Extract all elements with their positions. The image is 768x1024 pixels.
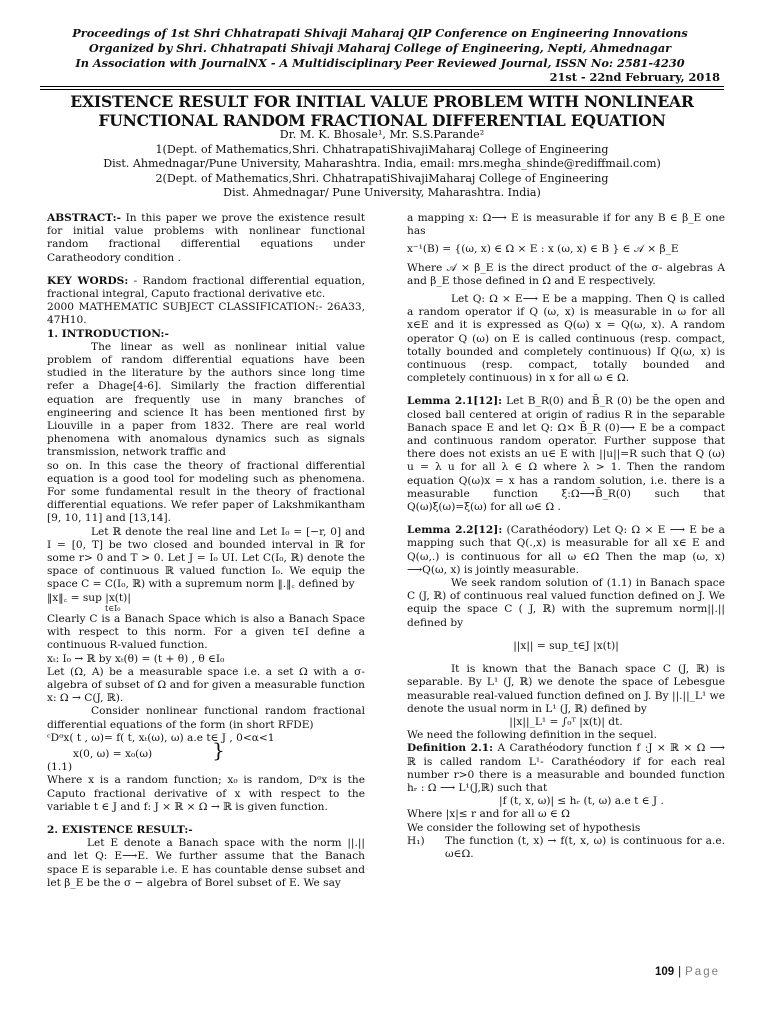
h1-text: The function (t, x) → f(t, x, ω) is continuous for a.e. ω∈Ω. xyxy=(445,834,725,860)
consider-text: Consider nonlinear functional random fractional differential equations of the form (in short RFDE) xyxy=(47,705,365,731)
msc-classification: 2000 MATHEMATIC SUBJECT CLASSIFICATION:- 26A33, 47H10. xyxy=(47,301,365,327)
affiliation-1-cont: Dist. Ahmednagar/Pune University, Maharashtra. India, email: mrs.megha_shinde@rediffmail.com) xyxy=(103,157,661,171)
author-block xyxy=(40,128,724,201)
header-rule xyxy=(40,86,724,87)
separable-text: It is known that the Banach space C (J, ℝ) is separable. By L¹ (J, ℝ) we denote the space of Lebesgue measurable real-valued function defined on J. By ||.||_L¹ we denote the usual norm in L¹ (J, ℝ) defined by xyxy=(407,663,725,715)
conference-header xyxy=(40,26,720,71)
lemma-2-2-label: Lemma 2.2[12]: xyxy=(407,524,503,537)
need-definition-text: We need the following definition in the sequel. xyxy=(407,729,657,742)
definition-2-1 xyxy=(407,742,725,795)
measurable-def: a mapping x: Ω⟶ E is measurable if for any B ∈ β_E one has xyxy=(407,212,725,238)
equation-number: (1.1) xyxy=(47,761,73,774)
sup-norm-formula: ||x|| = sup_t∈J |x(t)| xyxy=(513,639,619,652)
intro-paragraph-1: The linear as well as nonlinear initial value problem of random differential equations have been studied in the literature by the authors since long time refer a Dhage[4-6]. Similarly the fraction differential equation are frequently use in many branches of engineering and science It has been mentioned first by Liouville in a paper from 1832. There are real world phenomena with anomalous dynamics such as signals transmission, network traffic and xyxy=(47,340,365,459)
definition-2-1-label: Definition 2.1: xyxy=(407,742,494,755)
keywords-text: - Random fractional differential equation, fractional integral, Caputo fractional derivative etc. xyxy=(47,274,365,301)
lemma-2-1-label: Lemma 2.1[12]: xyxy=(407,395,502,408)
keywords-label: KEY WORDS: xyxy=(47,274,129,287)
left-column xyxy=(47,212,365,890)
affiliation-2-cont: Dist. Ahmednagar/ Pune University, Maharashtra. India) xyxy=(223,186,541,200)
title-line-2: FUNCTIONAL RANDOM FRACTIONAL DIFFERENTIAL EQUATION xyxy=(98,111,666,130)
header-rule-thin xyxy=(40,89,724,90)
random-operator-text: Let Q: Ω × E⟶ E be a mapping. Then Q is called a random operator if Q (ω, x) is measurable in ω for all x∈E and it is expressed as Q(ω) x = Q(ω, x). A random operator Q (ω) on E is called continuous (resp. compact, totally bounded and completely continuous) If Q(ω, x) is continuous (resp. compact, totally bounded and completely continuous) in x for all ω ∈ Ω. xyxy=(407,293,725,385)
hypothesis-h1 xyxy=(407,835,725,861)
measurable-space-text: Let (Ω, A) be a measurable space i.e. a set Ω with a σ-algebra of subset of Ω and for given a measurable function x: Ω → C(J, ℝ). xyxy=(47,665,365,705)
lemma-2-2 xyxy=(407,524,725,577)
bound-condition: Where |x|≤ r and for all ω ∈ Ω xyxy=(407,808,570,821)
intro-paragraph-2: so on. In this case the theory of fractional differential equation is a good tool for modeling such as phenomena. For some fundamental result in the theory of fractional differential equations. We refer paper of Lakshmikantham [9, 10, 11] and [13,14]. xyxy=(47,459,365,525)
bound-inequality: |f (t, x, ω)| ≤ hᵣ (t, ω) a.e t ∈ J . xyxy=(499,795,664,808)
where-text: Where x is a random function; x₀ is random, Dᵅx is the Caputo fractional derivative of x with respect to the variable t ∈ J and f: J × ℝ × Ω → ℝ is given function. xyxy=(47,774,365,813)
affiliation-1: 1(Dept. of Mathematics,Shri. ChhatrapatiShivajiMaharaj College of Engineering xyxy=(155,142,609,156)
xt-definition: xₜ: I₀ → ℝ by xₜ(θ) = (t + θ) , θ ∈I₀ xyxy=(47,652,225,665)
conference-date: 21st - 22nd February, 2018 xyxy=(549,70,720,84)
norm-subscript: t∈I₀ xyxy=(105,603,121,613)
seek-solution-text: We seek random solution of (1.1) in Banach space C (J, ℝ) of continuous real valued function defined on J. We equip the space C ( J, ℝ) with the supremum norm||.|| defined by xyxy=(407,577,725,629)
title-line-1: EXISTENCE RESULT FOR INITIAL VALUE PROBLEM WITH NONLINEAR xyxy=(70,92,694,111)
product-sigma-text: Where 𝒜 × β_E is the direct product of the σ- algebras A and β_E those defined in Ω and E respectively. xyxy=(407,261,725,287)
page-word: Page xyxy=(685,966,720,978)
equation-line-1: ᶜDᵅx( t , ω)= f( t, xₜ(ω), ω) a.e t∈ J , 0<α<1 xyxy=(47,731,275,744)
page-number: 109 xyxy=(654,966,675,978)
abstract-label: ABSTRACT:- xyxy=(47,212,121,224)
preimage-formula: x⁻¹(B) = {(ω, x) ∈ Ω × E : x (ω, x) ∈ B } ∈ 𝒜 × β_E xyxy=(407,243,679,256)
page-footer xyxy=(655,966,720,978)
affiliation-2: 2(Dept. of Mathematics,Shri. ChhatrapatiShivajiMaharaj College of Engineering xyxy=(155,171,609,185)
l1-norm-formula: ||x||_L¹ = ∫₀ᵀ |x(t)| dt. xyxy=(509,715,623,728)
paper-title xyxy=(40,92,724,130)
definition-2-1-text: A Carathéodory function f :J × ℝ × Ω ⟶ ℝ is called random L¹- Carathéodory if for each real number r>0 there is a measurable and bounded function hᵣ : Ω ⟶ L¹(J,ℝ) such that xyxy=(407,742,725,794)
equation-brace: } xyxy=(212,737,225,762)
footer-separator: | xyxy=(678,966,682,978)
lemma-2-2-text: (Carathéodory) Let Q: Ω × E ⟶ E be a mapping such that Q(.,x) is measurable for all x∈ E and Q(ω,.) is continuous for all ω ∈Ω Then the map (ω, x) ⟶Q(ω, x) is jointly measurable. xyxy=(407,524,725,576)
intro-paragraph-3: Let ℝ denote the real line and Let I₀ = [−r, 0] and I = [0, T] be two closed and bounded interval in ℝ for some r> 0 and T > 0. Let J = I₀ UI. Let C(I₀, ℝ) denote the space of continuous ℝ valued function I₀. We equip the space C = C(I₀, ℝ) with a supremum norm ‖.‖꜀ defined by xyxy=(47,525,365,591)
norm-definition xyxy=(47,592,365,605)
hypothesis-intro: We consider the following set of hypothesis xyxy=(407,821,641,834)
header-line-1: Proceedings of 1st Shri Chhatrapati Shivaji Maharaj QIP Conference on Engineering Innovations xyxy=(72,26,688,40)
norm-formula: ‖x‖꜀ = sup |x(t)| xyxy=(47,591,131,604)
keywords xyxy=(47,275,365,301)
header-line-2: Organized by Shri. Chhatrapati Shivaji Maharaj College of Engineering, Nepti, Ahmednagar xyxy=(88,41,672,55)
author-names: Dr. M. K. Bhosale¹, Mr. S.S.Parande² xyxy=(279,128,485,141)
banach-space-text: Clearly C is a Banach Space which is also a Banach Space with respect to this norm. For a given t∈I define a continuous R-valued function. xyxy=(47,612,365,652)
existence-text: Let E denote a Banach space with the norm ||.|| and let Q: E⟶E. We further assume that the Banach space E is separable i.e. E has countable dense subset and let β_E be the σ − algebra of Borel subset of E. We say xyxy=(47,837,365,889)
existence-heading: 2. EXISTENCE RESULT:- xyxy=(47,823,193,836)
introduction-heading: 1. INTRODUCTION:- xyxy=(47,327,169,340)
right-column xyxy=(407,212,725,861)
abstract xyxy=(47,212,365,265)
lemma-2-1-text: Let B_R(0) and B̄_R (0) be the open and closed ball centered at origin of radius R in the separable Banach space E and let Q: Ω× B̄_R (0)⟶ E be a compact and continuous random operator. Further suppose that there does not exists an u∈ E with ||u||=R such that Q (ω) u = λ u for all λ ∈ Ω where λ > 1. Then the random equation Q(ω)x = x has a random solution, i.e. there is a measurable function ξ:Ω⟶B̄_R(0) such that Q(ω)ξ(ω)=ξ(ω) for all ω∈ Ω . xyxy=(407,395,725,514)
lemma-2-1 xyxy=(407,395,725,514)
initial-condition: x(0, ω) = x₀(ω) xyxy=(73,747,153,760)
header-line-3: In Association with JournalNX - A Multidisciplinary Peer Reviewed Journal, ISSN No: 2581-4230 xyxy=(75,56,685,70)
h1-label: H₁) xyxy=(407,834,425,847)
abstract-text: In this paper we prove the existence result for initial value problems with nonlinear functional random fractional differential equations under Caratheodory condition . xyxy=(47,212,365,264)
equation-line-2 xyxy=(73,737,365,762)
